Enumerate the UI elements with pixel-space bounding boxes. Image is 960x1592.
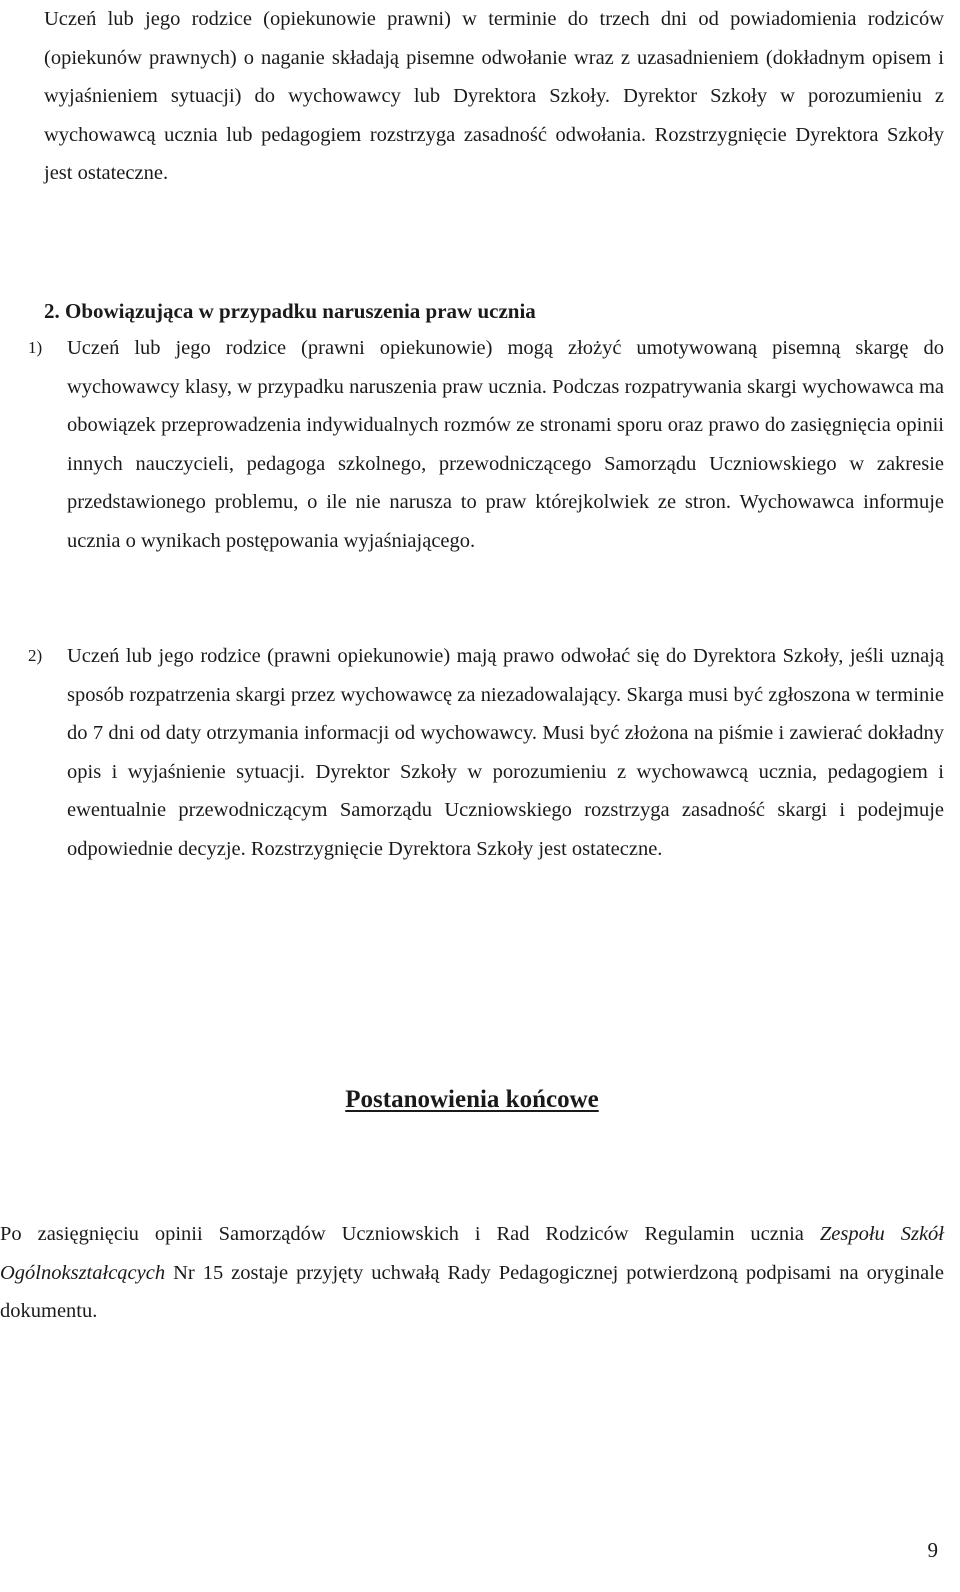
list-item <box>28 329 944 560</box>
closing-paragraph <box>0 1215 944 1331</box>
intro-paragraph: Uczeń lub jego rodzice (opiekunowie prawni) w terminie do trzech dni od powiadomienia rodziców (opiekunów prawnych) o naganie składają pisemne odwołanie wraz z uzasadnieniem (dokładnym opisem i wyjaśnieniem sytuacji) do wychowawcy lub Dyrektora Szkoły. Dyrektor Szkoły w porozumieniu z wychowawcą ucznia lub pedagogiem rozstrzyga zasadność odwołania. Rozstrzygnięcie Dyrektora Szkoły jest ostateczne. <box>44 8 944 184</box>
list-item-number: 2) <box>28 646 43 665</box>
final-section-heading-text: Postanowienia końcowe <box>345 1086 599 1113</box>
list-item-text: Uczeń lub jego rodzice (prawni opiekunowie) mają prawo odwołać się do Dyrektora Szkoły, jeśli uznają sposób rozpatrzenia skargi przez wychowawcę za niezadowalający. Skarga musi być zgłoszona w terminie do 7 dni od daty otrzymania informacji od wychowawcy. Musi być złożona na piśmie i zawierać dokładny opis i wyjaśnienie sytuacji. Dyrektor Szkoły w porozumieniu z wychowawcą ucznia, pedagogiem i ewentualnie przewodniczącym Samorządu Uczniowskiego rozstrzyga zasadność skargi i podejmuje odpowiednie decyzje. Rozstrzygnięcie Dyrektora Szkoły jest ostateczne. <box>67 645 944 860</box>
section-heading: 2. Obowiązująca w przypadku naruszenia praw ucznia <box>44 299 536 323</box>
school-name: Zespołu Szkół Ogólnokształcących <box>0 1223 945 1284</box>
list-item-number: 1) <box>28 338 43 357</box>
closing-text-after: Nr 15 zostaje przyjęty uchwałą Rady Pedagogicznej potwierdzoną podpisami na oryginale dokumentu. <box>0 1261 944 1322</box>
page-number: 9 <box>927 1538 938 1562</box>
closing-text-before: Po zasięgnięciu opinii Samorządów Uczniowskich i Rad Rodziców Regulamin ucznia <box>0 1223 820 1245</box>
list-item-text: Uczeń lub jego rodzice (prawni opiekunowie) mogą złożyć umotywowaną pisemną skargę do wychowawcy klasy, w przypadku naruszenia praw ucznia. Podczas rozpatrywania skargi wychowawca ma obowiązek przeprowadzenia indywidualnych rozmów ze stronami sporu oraz prawo do zasięgnięcia opinii innych nauczycieli, pedagoga szkolnego, przewodniczącego Samorządu Uczniowskiego w zakresie przedstawionego problemu, o ile nie narusza to praw którejkolwiek ze stron. Wychowawca informuje ucznia o wynikach postępowania wyjaśniającego. <box>67 337 944 552</box>
list-item <box>28 637 944 868</box>
final-section-heading <box>0 1080 944 1120</box>
